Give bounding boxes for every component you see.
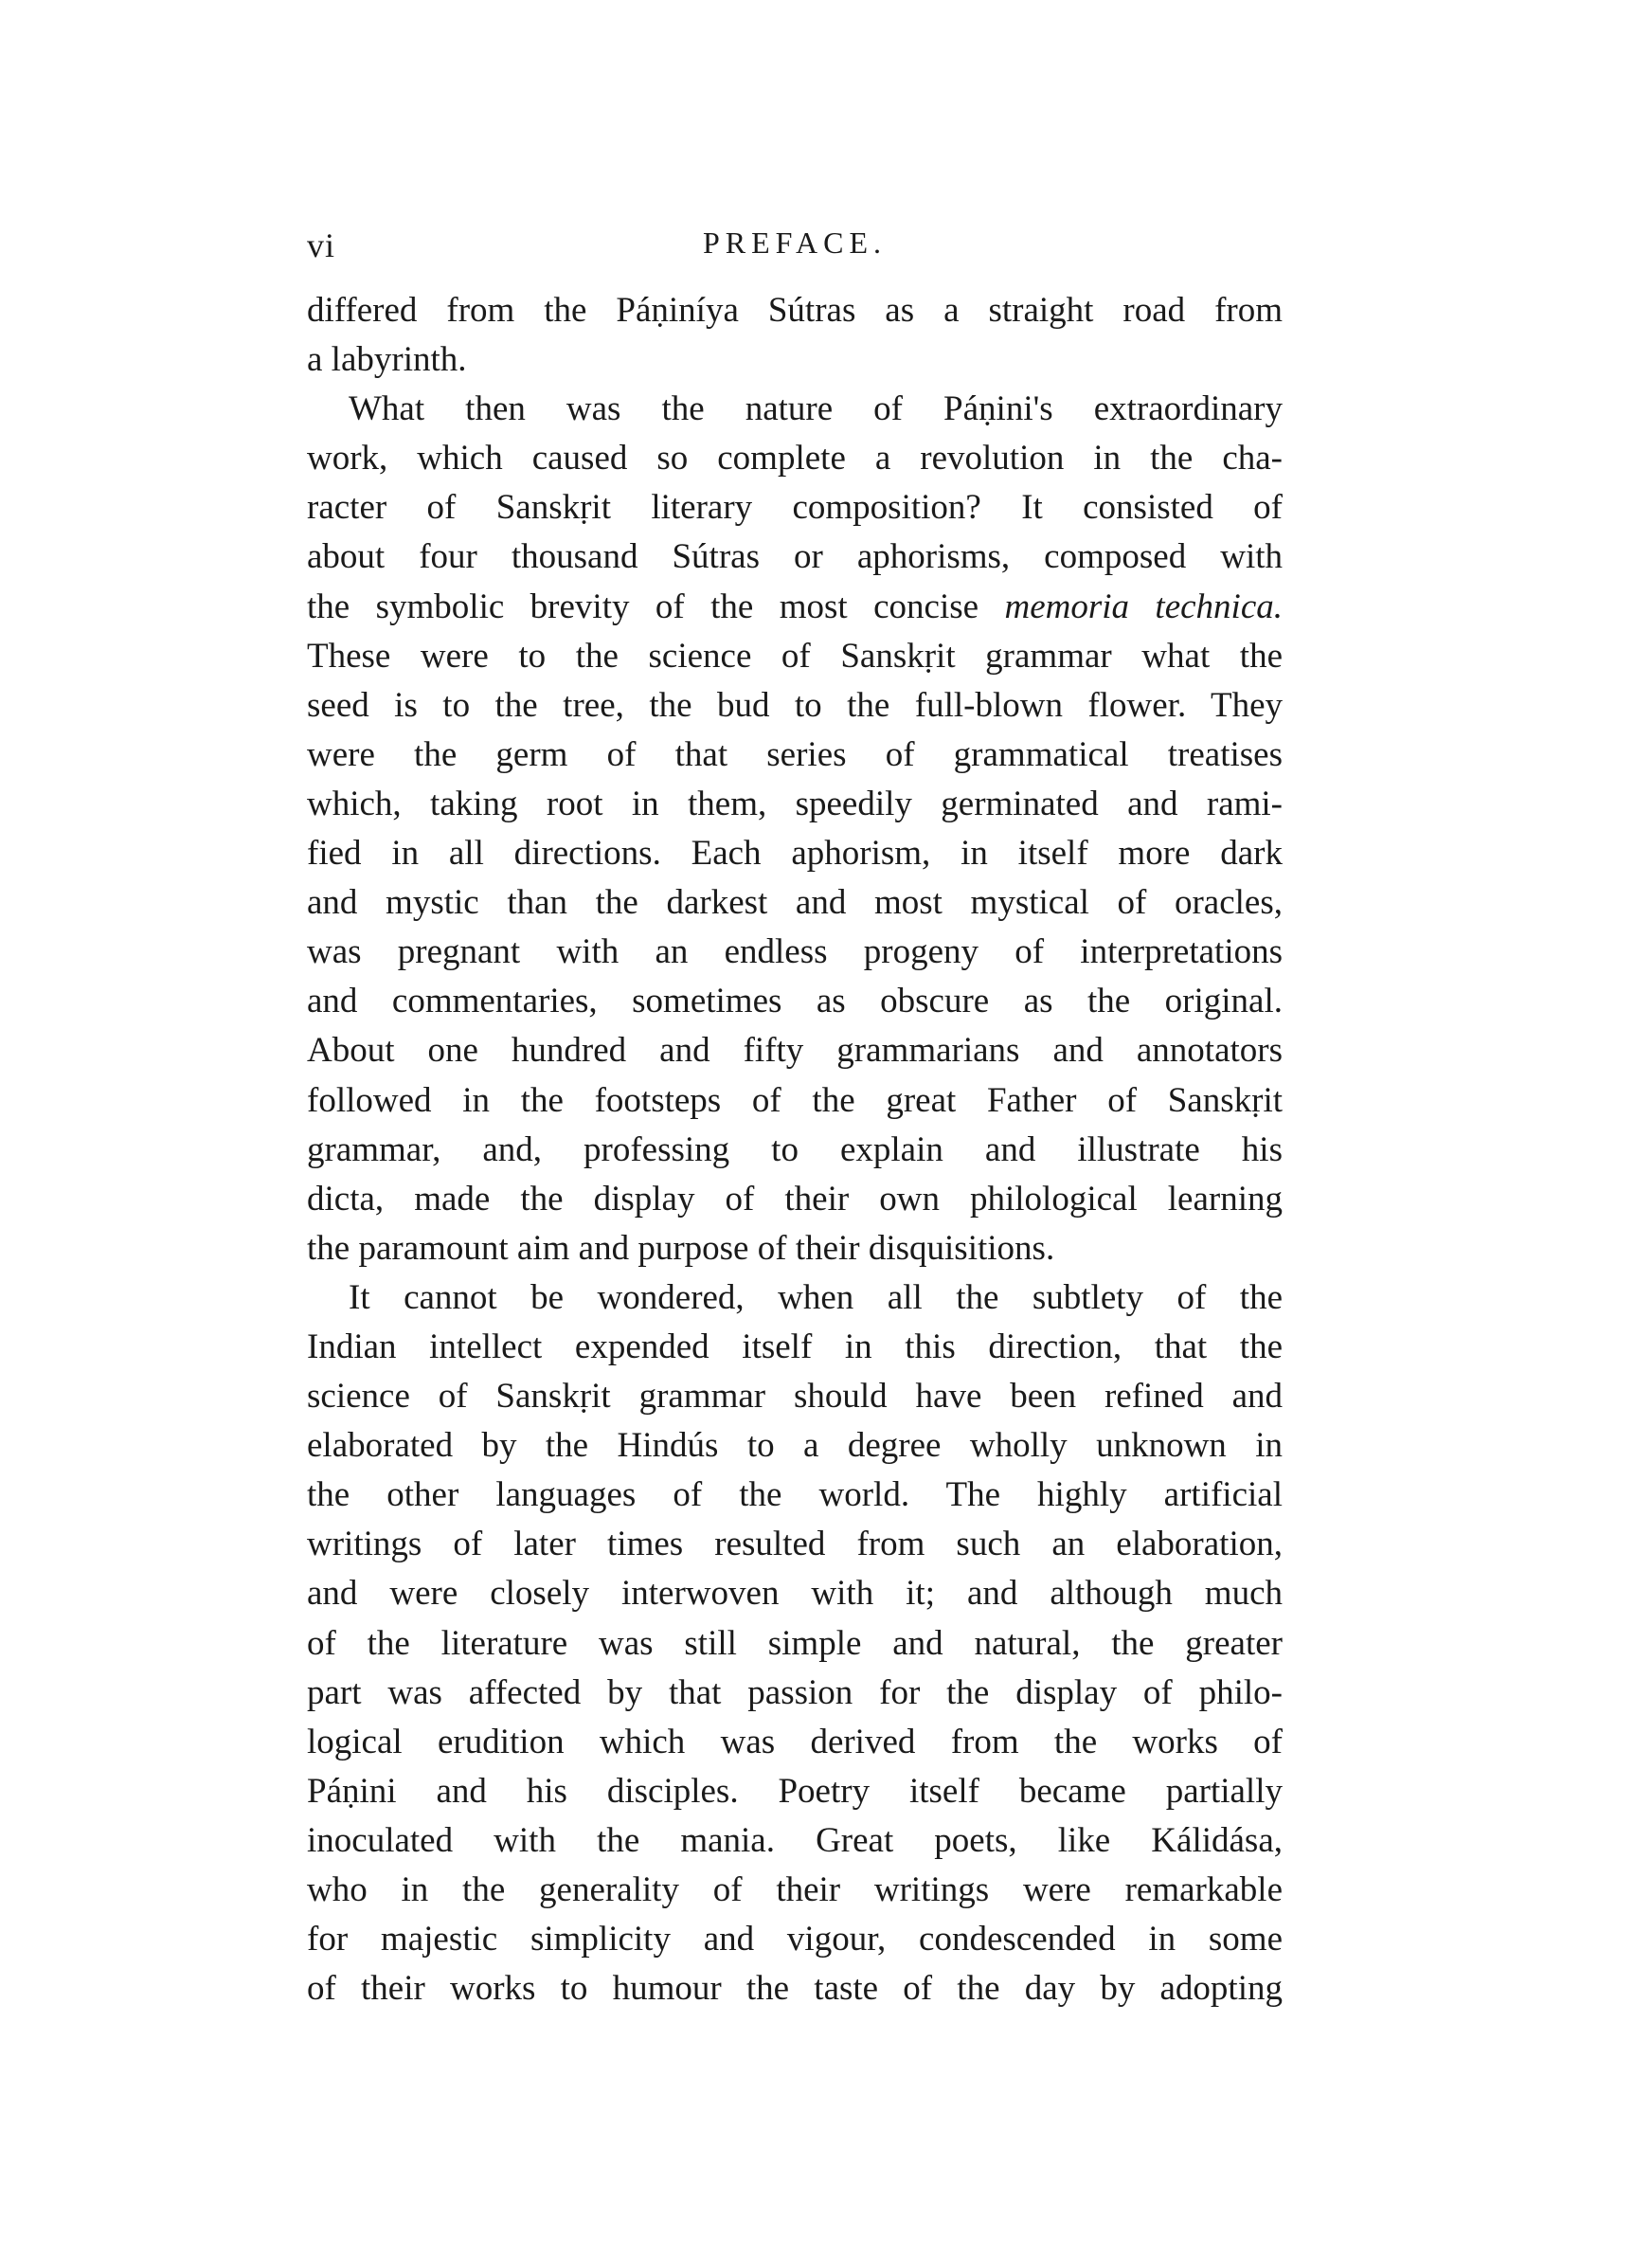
- text-line: It cannot be wondered, when all the subtlety of the: [349, 1277, 1283, 1317]
- text-line-start: the symbolic brevity of the most concise: [307, 587, 979, 626]
- text-line: science of Sanskṛit grammar should have been refined and: [307, 1377, 1283, 1417]
- text-line: for majestic simplicity and vigour, condescended in some: [307, 1920, 1283, 1959]
- text-line: the paramount aim and purpose of their disquisitions.: [307, 1228, 1055, 1268]
- text-line: dicta, made the display of their own philological learning: [307, 1179, 1283, 1219]
- text-line: inoculated with the mania. Great poets, like Kálidása,: [307, 1820, 1283, 1860]
- page-number: vi: [307, 226, 336, 264]
- text-line: and commentaries, sometimes as obscure as the original.: [307, 982, 1283, 1021]
- text-line: a labyrinth.: [307, 340, 467, 380]
- text-line: writings of later times resulted from such an elaboration,: [307, 1525, 1283, 1564]
- italic-phrase: memoria technica.: [1004, 587, 1284, 626]
- text-line: logical erudition which was derived from the works of: [307, 1722, 1283, 1761]
- text-line: about four thousand Sútras or aphorisms, composed with: [307, 537, 1283, 577]
- text-line: followed in the footsteps of the great Father of Sanskṛit: [307, 1080, 1283, 1120]
- text-line: which, taking root in them, speedily germinated and rami-: [307, 784, 1283, 823]
- body-text: [307, 286, 1283, 2013]
- text-line: were the germ of that series of grammatical treatises: [307, 734, 1283, 774]
- text-line: the other languages of the world. The highly artificial: [307, 1475, 1283, 1515]
- text-line: differed from the Páṇiníya Sútras as a straight road from: [307, 291, 1283, 330]
- text-line: fied in all directions. Each aphorism, in itself more dark: [307, 834, 1283, 874]
- text-line: of their works to humour the taste of the day by adopting: [307, 1969, 1283, 2009]
- text-line: was pregnant with an endless progeny of interpretations: [307, 932, 1283, 972]
- text-line: About one hundred and fifty grammarians and annotators: [307, 1031, 1283, 1071]
- text-line: seed is to the tree, the bud to the full-blown flower. They: [307, 685, 1283, 725]
- text-line: and mystic than the darkest and most mystical of oracles,: [307, 883, 1283, 923]
- text-line: Indian intellect expended itself in this direction, that the: [307, 1327, 1283, 1366]
- text-line: work, which caused so complete a revolution in the cha-: [307, 439, 1283, 478]
- text-line: grammar, and, professing to explain and illustrate his: [307, 1129, 1283, 1169]
- running-head: [307, 226, 1283, 273]
- text-line: racter of Sanskṛit literary composition? It consisted of: [307, 488, 1283, 528]
- text-line: and were closely interwoven with it; and although much: [307, 1574, 1283, 1614]
- text-line-with-italic: [307, 583, 1283, 632]
- text-line: Páṇini and his disciples. Poetry itself became partially: [307, 1771, 1283, 1811]
- text-line: part was affected by that passion for the display of philo-: [307, 1672, 1283, 1712]
- running-title: PREFACE.: [702, 226, 888, 260]
- text-line: elaborated by the Hindús to a degree wholly unknown in: [307, 1426, 1283, 1466]
- text-line: These were to the science of Sanskṛit grammar what the: [307, 636, 1283, 676]
- text-line: What then was the nature of Páṇini's extraordinary: [349, 389, 1283, 429]
- text-line: who in the generality of their writings were remarkable: [307, 1870, 1283, 1909]
- text-line: of the literature was still simple and natural, the greater: [307, 1623, 1283, 1663]
